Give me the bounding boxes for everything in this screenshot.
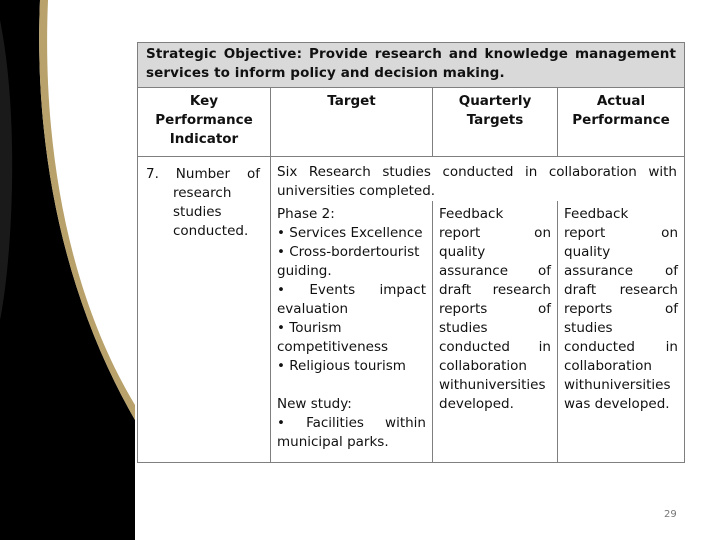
kpi-line: conducted.: [173, 223, 249, 239]
actual-line: assurance of: [564, 263, 678, 279]
actual-line: conducted in: [564, 339, 678, 355]
target-details-cell: [271, 201, 433, 463]
objective-row: [138, 43, 685, 88]
actual-line: withuniversities: [564, 377, 671, 393]
actual-performance-cell: [558, 201, 685, 463]
target-line: New study:: [277, 396, 352, 412]
kpi-line: research: [173, 185, 232, 201]
objective-line: services to inform policy and decision making.: [146, 65, 505, 81]
header-quarterly-line: Quarterly: [458, 93, 532, 109]
kpi-cell: [138, 157, 271, 463]
quarterly-line: reports of: [439, 301, 551, 317]
decorative-side-panel: [0, 0, 135, 540]
target-line: • Facilities within: [277, 415, 426, 431]
actual-line: report on: [564, 225, 678, 241]
target-summary-text: Six Research studies conducted in collaboration with universities completed.: [277, 164, 677, 199]
target-line: municipal parks.: [277, 434, 389, 450]
header-target: [271, 88, 433, 157]
kpi-line: 7. Number of: [146, 166, 260, 182]
header-quarterly: [433, 88, 558, 157]
header-kpi-line: Performance: [155, 112, 253, 128]
header-row: [138, 88, 685, 157]
strategic-objective-cell: [138, 43, 685, 88]
actual-line: was developed.: [564, 396, 670, 412]
header-kpi-line: Key: [189, 93, 219, 109]
actual-line: draft research: [564, 282, 678, 298]
quarterly-line: Feedback: [439, 206, 504, 222]
actual-line: reports of: [564, 301, 678, 317]
actual-line: studies: [564, 320, 613, 336]
target-line: • Cross-bordertourist: [277, 244, 420, 260]
target-summary-cell: [271, 157, 685, 202]
quarterly-line: report on: [439, 225, 551, 241]
quarterly-line: withuniversities: [439, 377, 546, 393]
quarterly-line: draft research: [439, 282, 551, 298]
target-line: guiding.: [277, 263, 332, 279]
target-line: • Events impact: [277, 282, 426, 298]
actual-line: quality: [564, 244, 611, 260]
quarterly-line: quality: [439, 244, 486, 260]
kpi-line: studies: [173, 204, 222, 220]
quarterly-line: conducted in: [439, 339, 551, 355]
header-actual: [558, 88, 685, 157]
target-line: • Religious tourism: [277, 358, 406, 374]
quarterly-target-cell: [433, 201, 558, 463]
quarterly-line: assurance of: [439, 263, 551, 279]
kpi-row-summary: [138, 157, 685, 202]
target-line-spacer: [277, 376, 426, 395]
kpi-table: [137, 42, 685, 463]
objective-line: Strategic Objective: Provide research and knowledge management: [146, 46, 676, 62]
header-quarterly-line: Targets: [466, 112, 524, 128]
target-line: • Services Excellence: [277, 225, 423, 241]
actual-line: collaboration: [564, 358, 652, 374]
actual-line: Feedback: [564, 206, 629, 222]
target-line: Phase 2:: [277, 206, 335, 222]
quarterly-line: developed.: [439, 396, 514, 412]
header-kpi: [138, 88, 271, 157]
target-line: competitiveness: [277, 339, 389, 355]
page-number: 29: [664, 509, 677, 520]
header-actual-line: Performance: [572, 112, 670, 128]
header-actual-line: Actual: [596, 93, 646, 109]
target-line: • Tourism: [277, 320, 342, 336]
target-line: evaluation: [277, 301, 349, 317]
header-kpi-line: Indicator: [169, 131, 239, 147]
quarterly-line: collaboration: [439, 358, 527, 374]
quarterly-line: studies: [439, 320, 488, 336]
header-target-line: Target: [327, 93, 376, 109]
